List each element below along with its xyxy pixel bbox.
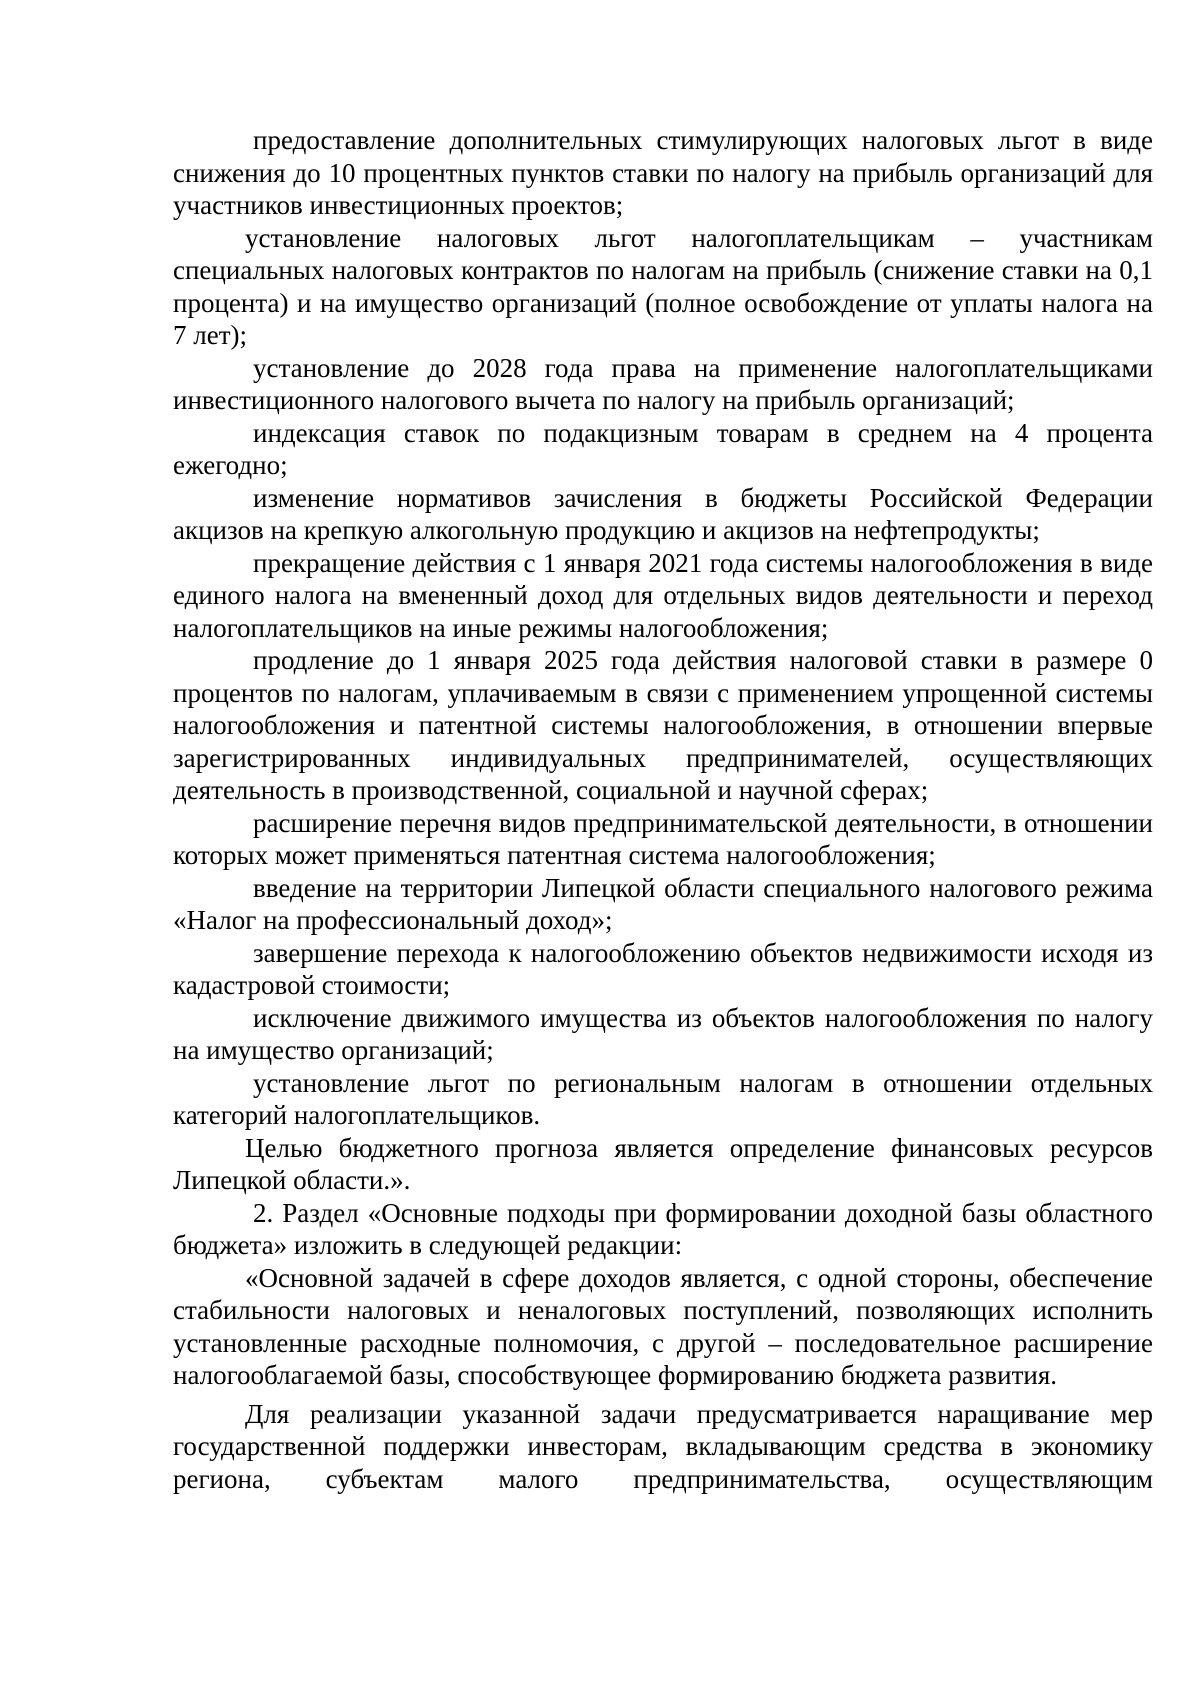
- paragraph: установление налоговых льгот налогоплательщикам – участникам специальных налоговых контрактов по налогам на прибыль (снижение ставки на 0,1 процента) и на имущество организаций (полное освобождение от уплаты налога на 7 лет);: [173, 222, 1153, 350]
- paragraph: введение на территории Липецкой области специального налогового режима «Налог на профессиональный доход»;: [173, 872, 1153, 935]
- paragraph: Целью бюджетного прогноза является определение финансовых ресурсов Липецкой области.».: [173, 1132, 1153, 1195]
- paragraph: индексация ставок по подакцизным товарам в среднем на 4 процента ежегодно;: [173, 417, 1153, 480]
- paragraph: предоставление дополнительных стимулирующих налоговых льгот в виде снижения до 10 процентных пунктов ставки по налогу на прибыль организаций для участников инвестиционных проектов;: [173, 125, 1153, 220]
- paragraph: изменение нормативов зачисления в бюджеты Российской Федерации акцизов на крепкую алкогольную продукцию и акцизов на нефтепродукты;: [173, 482, 1153, 545]
- paragraph: расширение перечня видов предпринимательской деятельности, в отношении которых может применяться патентная система налогообложения;: [173, 807, 1153, 870]
- paragraph: установление льгот по региональным налогам в отношении отдельных категорий налогоплательщиков.: [173, 1067, 1153, 1130]
- paragraph: продление до 1 января 2025 года действия налоговой ставки в размере 0 процентов по налогам, уплачиваемым в связи с применением упрощенной системы налогообложения и патентной системы налогообложения, в отношении впервые зарегистрированных индивидуальных предпринимателей, осуществляющих деятельность в производственной, социальной и научной сферах;: [173, 645, 1153, 805]
- paragraph: «Основной задачей в сфере доходов является, с одной стороны, обеспечение стабильности налоговых и неналоговых поступлений, позволяющих исполнить установленные расходные полномочия, с другой – последовательное расширение налогооблагаемой базы, способствующее формированию бюджета развития.: [173, 1262, 1153, 1390]
- paragraph: Для реализации указанной задачи предусматривается наращивание мер государственной поддержки инвесторам, вкладывающим средства в экономику региона, субъектам малого предпринимательства, осуществляющим: [173, 1398, 1153, 1494]
- paragraph: прекращение действия с 1 января 2021 года системы налогообложения в виде единого налога на вмененный доход для отдельных видов деятельности и переход налогоплательщиков на иные режимы налогообложения;: [173, 547, 1153, 643]
- document-body: [173, 124, 1153, 1495]
- paragraph: завершение перехода к налогообложению объектов недвижимости исходя из кадастровой стоимости;: [173, 937, 1153, 1000]
- paragraph: установление до 2028 года права на применение налогоплательщиками инвестиционного налогового вычета по налогу на прибыль организаций;: [173, 352, 1153, 415]
- paragraph: исключение движимого имущества из объектов налогообложения по налогу на имущество организаций;: [173, 1002, 1153, 1065]
- paragraph: 2. Раздел «Основные подходы при формировании доходной базы областного бюджета» изложить в следующей редакции:: [173, 1197, 1153, 1260]
